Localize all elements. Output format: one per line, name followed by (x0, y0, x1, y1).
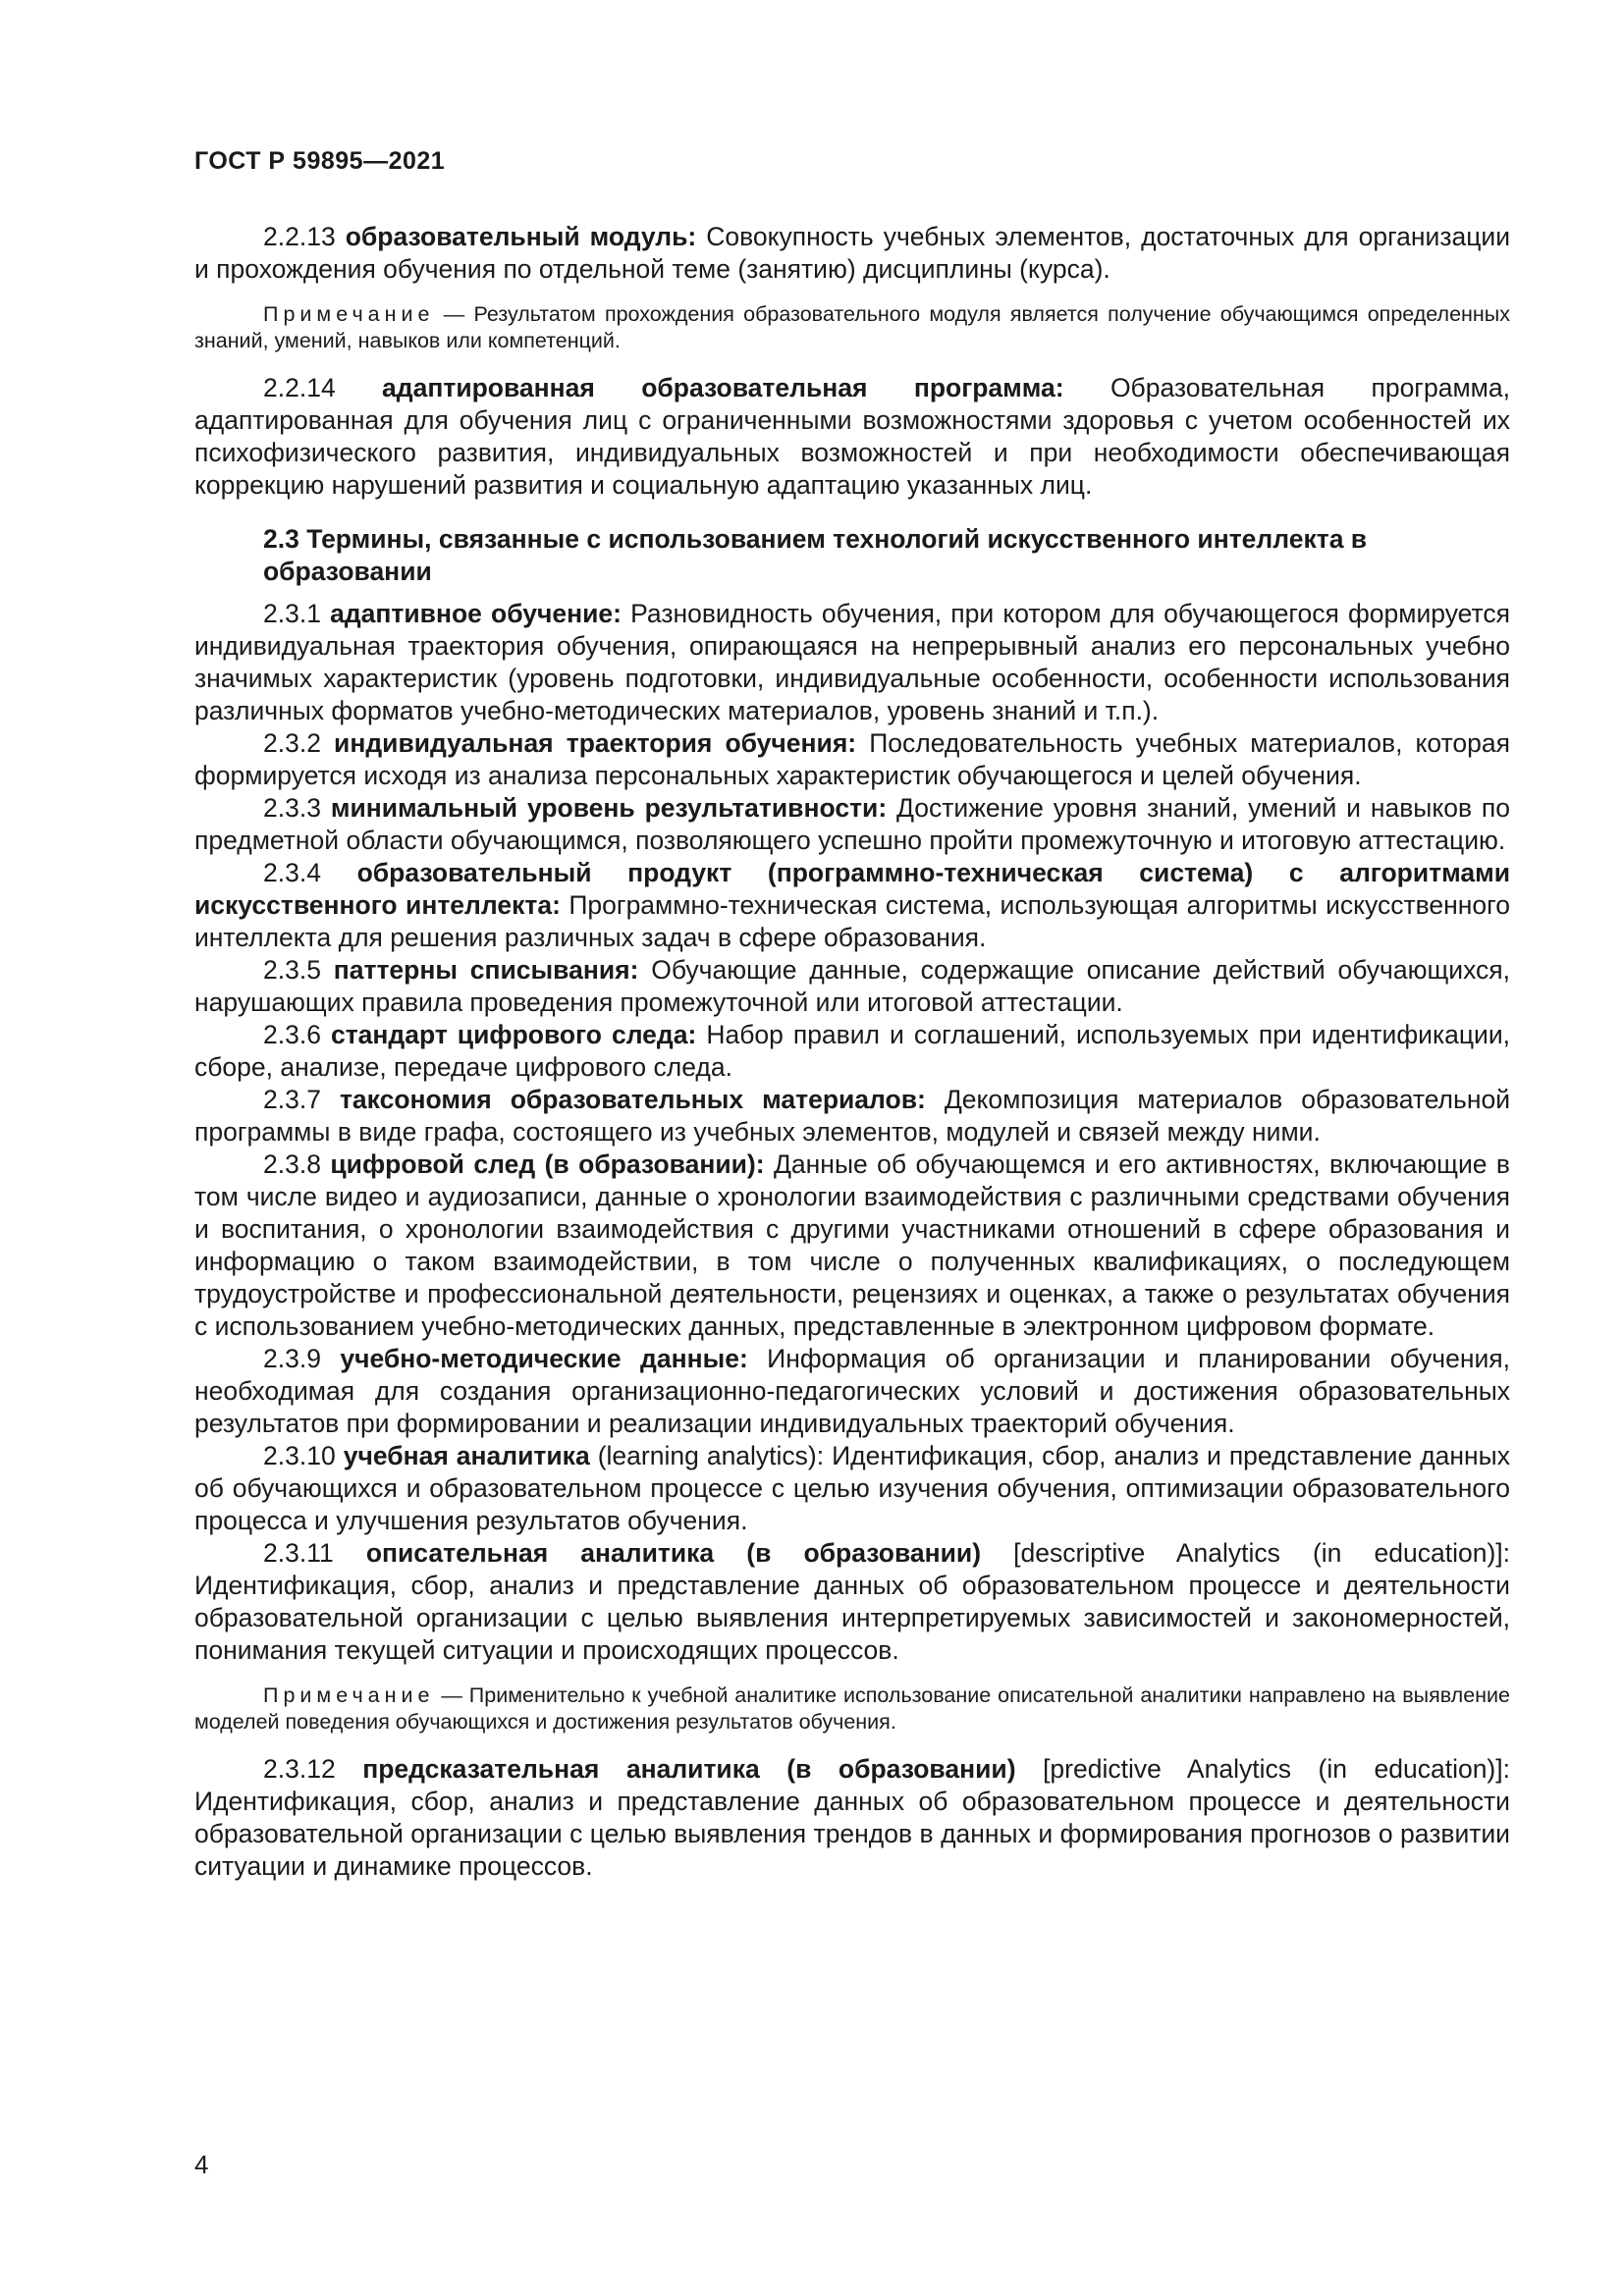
term-2-3-12 (194, 1753, 1510, 1883)
term-number: 2.3.12 (263, 1754, 336, 1784)
document-header: ГОСТ Р 59895—2021 (194, 147, 446, 175)
term-2-3-6 (194, 1019, 1510, 1084)
term-2-3-11 (194, 1537, 1510, 1667)
term-definition: Совокупность учебных элементов, достаточных для организации и прохождения обучения по отдельной теме (занятию) дисциплины (курса). (194, 222, 1510, 284)
term-number: 2.3.4 (263, 858, 321, 887)
term-2-3-5 (194, 954, 1510, 1019)
term-title: учебная аналитика (343, 1441, 590, 1470)
term-title: предсказательная аналитика (в образовании) (362, 1754, 1016, 1784)
term-2-3-4 (194, 857, 1510, 954)
term-2-3-3 (194, 792, 1510, 857)
term-title: паттерны списывания: (333, 955, 639, 985)
note-2 (194, 1682, 1510, 1735)
term-2-2-13 (194, 221, 1510, 286)
term-number: 2.2.13 (263, 222, 336, 251)
term-2-3-10 (194, 1440, 1510, 1537)
term-title: адаптированная образовательная программа: (382, 373, 1064, 402)
term-title: образовательный продукт (программно-техническая система) с алгоритмами искусственного интеллекта: (194, 858, 1510, 920)
term-definition: Образовательная программа, адаптированная для обучения лиц с ограниченными возможностями здоровья с учетом особенностей их психофизического развития, индивидуальных возможностей и при необходимости обеспечивающая коррекцию нарушений развития и социальную адаптацию указанных лиц. (194, 373, 1510, 500)
note-text: — Результатом прохождения образовательного модуля является получение обучающимся определенных знаний, умений, навыков или компетенций. (194, 302, 1510, 352)
term-definition: [descriptive Analytics (in education)]: Идентификация, сбор, анализ и представление данных об образовательном процессе и деятельности образовательной организации с целью выявления интерпретируемых зависимостей и закономерностей, понимания текущей ситуации и происходящих процессов. (194, 1538, 1510, 1665)
section-heading-2-3: 2.3 Термины, связанные с использованием технологий искусственного интеллекта в образовании (263, 524, 1368, 586)
term-number: 2.3.8 (263, 1149, 321, 1179)
term-number: 2.2.14 (263, 373, 336, 402)
note-1 (194, 301, 1510, 354)
term-number: 2.3.11 (263, 1538, 334, 1568)
term-title: учебно-методические данные: (340, 1344, 748, 1373)
term-definition: Программно-техническая система, использующая алгоритмы искусственного интеллекта для решения различных задач в сфере образования. (194, 890, 1510, 952)
note-text: — Применительно к учебной аналитике использование описательной аналитики направлено на выявление моделей поведения обучающихся и достижения результатов обучения. (194, 1683, 1510, 1734)
term-definition: [predictive Analytics (in education)]: Идентификация, сбор, анализ и представление данных об образовательном процессе и деятельности образовательной организации с целью выявления трендов в данных и формирования прогнозов о развитии ситуации и динамике процессов. (194, 1754, 1510, 1881)
term-number: 2.3.9 (263, 1344, 321, 1373)
term-number: 2.3.3 (263, 793, 321, 823)
term-number: 2.3.1 (263, 599, 321, 628)
term-definition: Обучающие данные, содержащие описание действий обучающихся, нарушающих правила проведения промежуточной или итоговой аттестации. (194, 955, 1510, 1017)
term-2-2-14 (194, 372, 1510, 502)
term-title: стандарт цифрового следа: (330, 1020, 697, 1049)
term-title: адаптивное обучение: (330, 599, 622, 628)
term-number: 2.3.6 (263, 1020, 321, 1049)
term-definition: Набор правил и соглашений, используемых при идентификации, сборе, анализе, передаче цифрового следа. (194, 1020, 1511, 1082)
term-title: цифровой след (в образовании): (330, 1149, 765, 1179)
term-definition: (learning analytics): Идентификация, сбор, анализ и представление данных об обучающихся и образовательном процессе с целью изучения обучения, оптимизации образовательного процесса и улучшения результатов обучения. (194, 1441, 1510, 1535)
term-2-3-7 (194, 1084, 1510, 1148)
term-definition: Разновидность обучения, при котором для обучающегося формируется индивидуальная траектория обучения, опирающаяся на непрерывный анализ его персональных учебно значимых характеристик (уровень подготовки, индивидуальные особенности, особенности использования различных форматов учебно-методических материалов, уровень знаний и т.п.). (194, 599, 1510, 725)
term-number: 2.3.7 (263, 1085, 321, 1114)
note-label: Примечание (263, 302, 435, 326)
term-2-3-9 (194, 1343, 1510, 1440)
term-title: описательная аналитика (в образовании) (365, 1538, 982, 1568)
document-body (194, 221, 1510, 1883)
term-2-3-8 (194, 1148, 1510, 1343)
term-definition: Декомпозиция материалов образовательной программы в виде графа, состоящего из учебных элементов, модулей и связей между ними. (194, 1085, 1510, 1147)
term-title: минимальный уровень результативности: (330, 793, 888, 823)
term-title: таксономия образовательных материалов: (339, 1085, 926, 1114)
term-2-3-2 (194, 727, 1510, 792)
term-definition: Информация об организации и планировании обучения, необходимая для создания организационно-педагогических условий и достижения образовательных результатов при формировании и реализации индивидуальных траекторий обучения. (194, 1344, 1510, 1438)
term-definition: Достижение уровня знаний, умений и навыков по предметной области обучающимся, позволяющего успешно пройти промежуточную и итоговую аттестацию. (194, 793, 1510, 855)
note-label: Примечание (263, 1683, 435, 1707)
term-definition: Данные об обучающемся и его активностях, включающие в том числе видео и аудиозаписи, данные о хронологии взаимодействия с различными средствами обучения и воспитания, о хронологии взаимодействия с другими участниками отношений в сфере образования и информацию о таком взаимодействии, в том числе о полученных квалификациях, о последующем трудоустройстве и профессиональной деятельности, рецензиях и оценках, а также о результатах обучения с использованием учебно-методических данных, представленные в электронном цифровом формате. (194, 1149, 1510, 1341)
term-title: индивидуальная траектория обучения: (334, 728, 857, 758)
term-number: 2.3.2 (263, 728, 321, 758)
term-number: 2.3.10 (263, 1441, 336, 1470)
term-definition: Последовательность учебных материалов, которая формируется исходя из анализа персональных характеристик обучающегося и целей обучения. (194, 728, 1510, 790)
term-title: образовательный модуль: (345, 222, 697, 251)
term-2-3-1 (194, 598, 1510, 727)
term-number: 2.3.5 (263, 955, 321, 985)
page-number: 4 (194, 2150, 209, 2179)
